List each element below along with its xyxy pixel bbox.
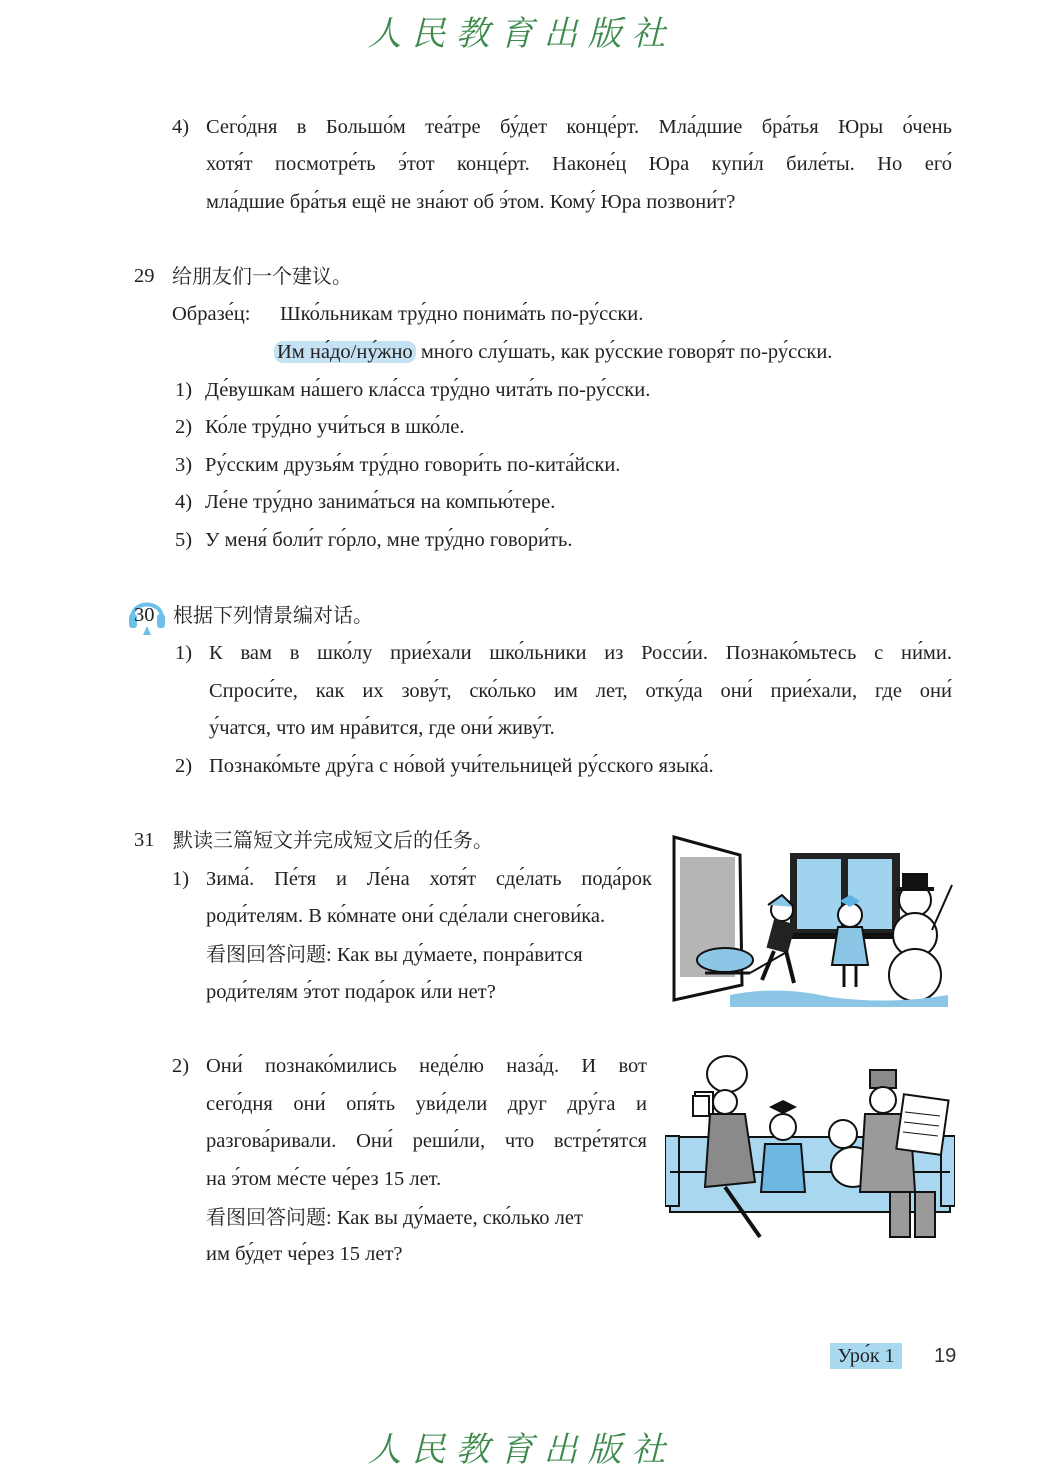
task-number-29: 29	[134, 265, 155, 287]
sample-answer	[274, 339, 832, 365]
snowman-room-illustration	[670, 835, 955, 1010]
publisher-logo-top: 人民教育出版社	[367, 14, 676, 54]
question-label: 看图回答问题	[206, 1205, 326, 1229]
task-title-29: 给朋友们一个建议。	[172, 264, 352, 288]
question-colon: :	[326, 1207, 337, 1229]
list-item: Ко́ле тру́дно учи́ться в шко́ле.	[205, 416, 465, 438]
item-text-line: у́чатся, что им нра́вится, где они́ живу́т.	[209, 717, 555, 739]
lesson-badge: Уро́к 1	[830, 1343, 902, 1369]
item-text-line: роди́телям. В ко́мнате они́ сде́лали снегови́ка.	[206, 905, 606, 927]
item-number: 4)	[175, 491, 193, 513]
item-number: 1)	[175, 379, 193, 401]
bench-illustration	[665, 1052, 955, 1242]
item-text-line: Спроси́те, как их зову́т, ско́лько им лет, отку́да они́ прие́хали, где они́	[209, 680, 952, 702]
question-text: Как вы ду́маете, понра́вится	[336, 944, 583, 966]
item-text-line: Зима́. Пе́тя и Ле́на хотя́т сде́лать пода́рок	[206, 868, 652, 890]
task-title-31: 默读三篇短文并完成短文后的任务。	[173, 828, 493, 852]
item-number: 3)	[175, 454, 193, 476]
item-number: 2)	[172, 1055, 190, 1077]
item-number: 1)	[175, 642, 193, 664]
list-item: Ле́не тру́дно занима́ться на компью́тере.	[205, 491, 556, 513]
list-item: Де́вушкам на́шего кла́сса тру́дно чита́ть по-ру́сски.	[205, 379, 651, 401]
item-text-line: мла́дшие бра́тья ещё не зна́ют об э́том. Кому́ Юра позвони́т?	[206, 191, 736, 213]
task-number-30: 30	[134, 604, 155, 626]
question-line	[206, 941, 583, 968]
item-number: 4)	[172, 116, 190, 138]
item-number: 5)	[175, 529, 193, 551]
list-item: У меня́ боли́т го́рло, мне тру́дно говори́ть.	[205, 529, 573, 551]
item-number: 1)	[172, 868, 190, 890]
task-title-30: 根据下列情景编对话。	[173, 603, 373, 627]
item-text-line: им бу́дет че́рез 15 лет?	[206, 1243, 403, 1265]
question-colon: :	[326, 944, 337, 966]
item-text-line: Сего́дня в Большо́м теа́тре бу́дет конце́рт. Мла́дшие бра́тья Юры о́чень	[206, 116, 952, 138]
item-text-line: Познако́мьте дру́га с но́вой учи́тельницей ру́сского языка́.	[209, 755, 714, 777]
item-text-line: хотя́т посмотре́ть э́тот конце́рт. Наконе́ц Юра купи́л биле́ты. Но его́	[206, 153, 952, 175]
publisher-logo-bottom: 人民教育出版社	[367, 1430, 676, 1470]
item-text-line: роди́телям э́тот пода́рок и́ли нет?	[206, 981, 496, 1003]
sample-answer-rest: мно́го слу́шать, как ру́сские говоря́т по-ру́сски.	[415, 341, 833, 363]
sample-sentence: Шко́льникам тру́дно понима́ть по-ру́сски.	[280, 303, 644, 325]
item-number: 2)	[175, 755, 193, 777]
task-number-31: 31	[134, 829, 155, 851]
question-text: Как вы ду́маете, ско́лько лет	[336, 1207, 583, 1229]
item-number: 2)	[175, 416, 193, 438]
item-text-line: Они́ познако́мились неде́лю наза́д. И вот	[206, 1055, 647, 1077]
item-text-line: разгова́ривали. Они́ реши́ли, что встре́тятся	[206, 1130, 647, 1152]
sample-label: Образе́ц:	[172, 303, 251, 325]
sample-highlight: Им на́до/ну́жно	[274, 341, 416, 363]
item-text-line: К вам в шко́лу прие́хали шко́льники из Росси́и. Познако́мьтесь с ни́ми.	[209, 642, 952, 664]
list-item: Ру́сским друзья́м тру́дно говори́ть по-кита́йски.	[205, 454, 621, 476]
question-label: 看图回答问题	[206, 942, 326, 966]
question-line	[206, 1204, 583, 1231]
item-text-line: на э́том ме́сте че́рез 15 лет.	[206, 1168, 442, 1190]
item-text-line: сего́дня они́ опя́ть уви́дели друг дру́га и	[206, 1093, 647, 1115]
page-number: 19	[934, 1345, 957, 1367]
